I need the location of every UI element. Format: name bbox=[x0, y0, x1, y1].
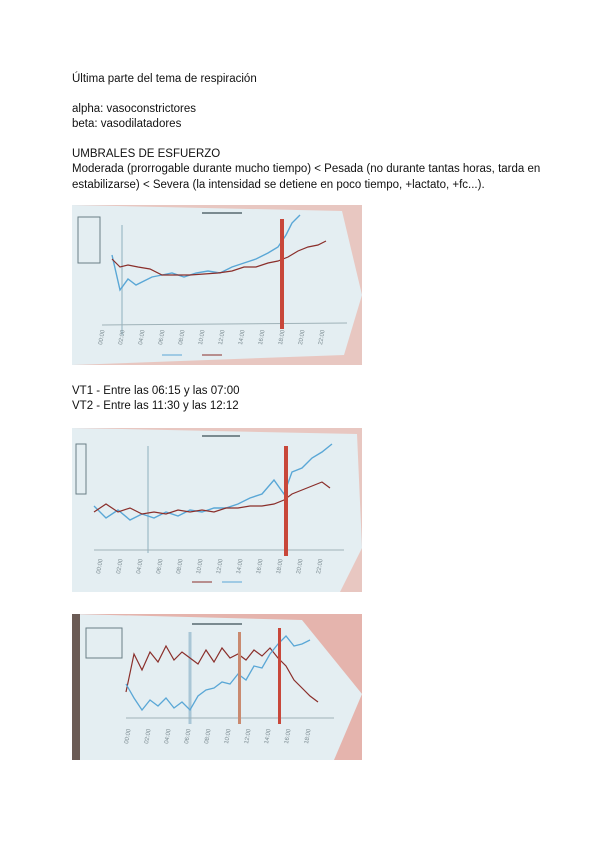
svg-text:14:00: 14:00 bbox=[238, 329, 247, 346]
svg-text:04:00: 04:00 bbox=[164, 728, 173, 745]
chart-photo-1 bbox=[72, 205, 362, 365]
svg-text:06:00: 06:00 bbox=[156, 558, 165, 575]
svg-text:20:00: 20:00 bbox=[298, 329, 307, 346]
svg-text:14:00: 14:00 bbox=[236, 558, 245, 575]
beta-line: beta: vasodilatadores bbox=[72, 118, 182, 130]
svg-text:14:00: 14:00 bbox=[264, 728, 273, 745]
svg-text:18:00: 18:00 bbox=[278, 329, 287, 346]
intro-line: Última parte del tema de respiración bbox=[72, 73, 257, 85]
svg-text:10:00: 10:00 bbox=[198, 329, 207, 346]
svg-text:16:00: 16:00 bbox=[258, 329, 267, 346]
svg-text:20:00: 20:00 bbox=[296, 558, 305, 575]
svg-text:16:00: 16:00 bbox=[284, 728, 293, 745]
chart-photo-2 bbox=[72, 428, 362, 592]
chart-photo-3 bbox=[72, 614, 362, 760]
svg-text:08:00: 08:00 bbox=[178, 329, 187, 346]
svg-text:18:00: 18:00 bbox=[276, 558, 285, 575]
svg-text:02:00: 02:00 bbox=[116, 558, 125, 575]
svg-text:02:00: 02:00 bbox=[144, 728, 153, 745]
svg-text:02:00: 02:00 bbox=[118, 329, 127, 346]
svg-text:12:00: 12:00 bbox=[244, 728, 253, 745]
svg-text:00:00: 00:00 bbox=[124, 728, 133, 745]
svg-text:12:00: 12:00 bbox=[218, 329, 227, 346]
svg-text:06:00: 06:00 bbox=[184, 728, 193, 745]
svg-text:08:00: 08:00 bbox=[176, 558, 185, 575]
vt1-line: VT1 - Entre las 06:15 y las 07:00 bbox=[72, 385, 240, 397]
svg-text:00:00: 00:00 bbox=[96, 558, 105, 575]
svg-text:04:00: 04:00 bbox=[138, 329, 147, 346]
alpha-line: alpha: vasoconstrictores bbox=[72, 103, 197, 115]
svg-text:10:00: 10:00 bbox=[224, 728, 233, 745]
section-heading: UMBRALES DE ESFUERZO bbox=[72, 148, 221, 160]
svg-text:22:00: 22:00 bbox=[318, 329, 327, 346]
svg-text:00:00: 00:00 bbox=[98, 329, 107, 346]
svg-text:10:00: 10:00 bbox=[196, 558, 205, 575]
svg-text:18:00: 18:00 bbox=[304, 728, 313, 745]
svg-text:22:00: 22:00 bbox=[316, 558, 325, 575]
thresholds-paragraph: Moderada (prorrogable durante mucho tiempo) < Pesada (no durante tantas horas, tarda en estabilizarse) < Severa (la intensidad se detiene en poco tiempo, +lactato, +fc...). bbox=[72, 163, 541, 191]
svg-text:04:00: 04:00 bbox=[136, 558, 145, 575]
svg-text:12:00: 12:00 bbox=[216, 558, 225, 575]
vt2-line: VT2 - Entre las 11:30 y las 12:12 bbox=[72, 400, 239, 412]
svg-text:08:00: 08:00 bbox=[204, 728, 213, 745]
svg-text:06:00: 06:00 bbox=[158, 329, 167, 346]
svg-text:16:00: 16:00 bbox=[256, 558, 265, 575]
